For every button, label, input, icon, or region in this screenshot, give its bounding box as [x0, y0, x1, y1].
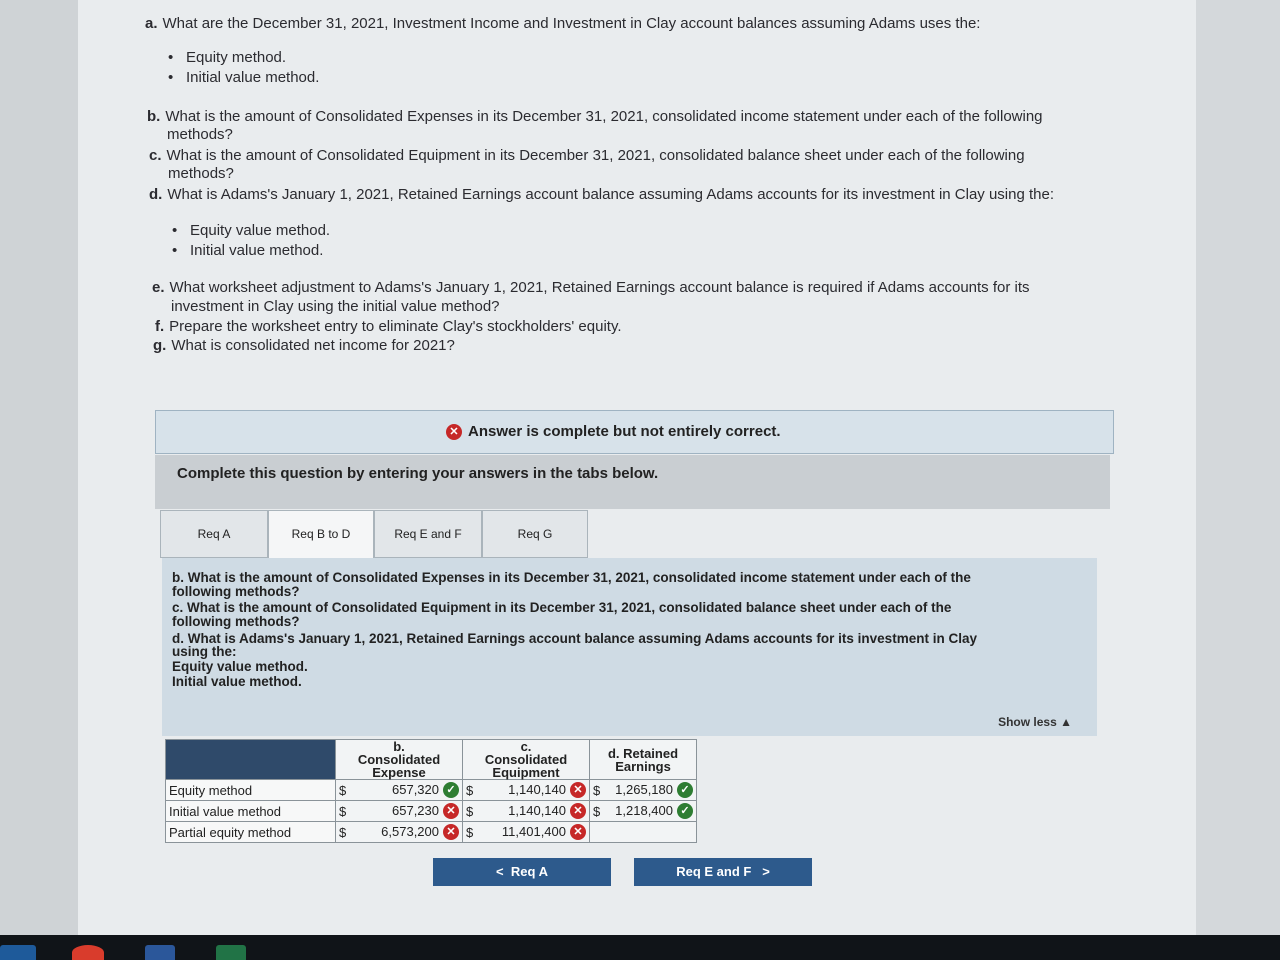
- next-req-e-and-f-button[interactable]: Req E and F >: [634, 858, 812, 886]
- screen-edge: [1196, 0, 1280, 935]
- question-a-bullet-2: • Initial value method.: [186, 69, 319, 86]
- result-message: ✕ Answer is complete but not entirely correct.: [446, 423, 781, 440]
- currency-symbol: $: [463, 780, 484, 801]
- currency-symbol: $: [336, 801, 357, 822]
- retained-earnings-input[interactable]: 1,218,400 ✓: [610, 801, 697, 822]
- question-e-cont: investment in Clay using the initial value method?: [171, 298, 500, 315]
- panel-line: c. What is the amount of Consolidated Equipment in its December 31, 2021, consolidated balance sheet under each of the: [172, 600, 952, 615]
- currency-symbol: $: [590, 780, 611, 801]
- equipment-input[interactable]: 1,140,140 ✕: [483, 801, 590, 822]
- question-c: c. What is the amount of Consolidated Equipment in its December 31, 2021, consolidated balance sheet under each of the following: [149, 147, 1025, 164]
- tab-req-g[interactable]: Req G: [482, 510, 588, 558]
- taskbar: [0, 935, 1280, 960]
- chevron-right-icon: >: [762, 864, 770, 879]
- answer-table: [165, 739, 697, 843]
- equipment-input[interactable]: 1,140,140 ✕: [483, 780, 590, 801]
- chevron-left-icon: <: [496, 864, 504, 879]
- question-b: b. What is the amount of Consolidated Expenses in its December 31, 2021, consolidated income statement under each of the following: [147, 108, 1043, 125]
- currency-symbol: $: [336, 822, 357, 843]
- currency-symbol: $: [590, 801, 611, 822]
- question-g: g. What is consolidated net income for 2021?: [153, 337, 455, 354]
- panel-line: following methods?: [172, 614, 300, 629]
- chrome-icon[interactable]: [72, 945, 104, 960]
- expense-input[interactable]: 6,573,200 ✕: [356, 822, 463, 843]
- panel-line: following methods?: [172, 584, 300, 599]
- retained-earnings-input[interactable]: 1,265,180 ✓: [610, 780, 697, 801]
- panel-line: d. What is Adams's January 1, 2021, Retained Earnings account balance assuming Adams accounts for its investment in Clay: [172, 631, 977, 646]
- question-f: f. Prepare the worksheet entry to eliminate Clay's stockholders' equity.: [155, 318, 622, 335]
- currency-symbol: $: [463, 822, 484, 843]
- correct-icon: ✓: [677, 803, 693, 819]
- tab-req-e-and-f[interactable]: Req E and F: [374, 510, 482, 558]
- instruction-text: Complete this question by entering your answers in the tabs below.: [177, 465, 659, 482]
- incorrect-icon: ✕: [570, 782, 586, 798]
- expense-input[interactable]: 657,230 ✕: [356, 801, 463, 822]
- panel-line: using the:: [172, 644, 237, 659]
- question-e: e. What worksheet adjustment to Adams's January 1, 2021, Retained Earnings account balance is required if Adams accounts for its: [152, 279, 1030, 296]
- excel-icon[interactable]: [216, 945, 246, 960]
- incorrect-icon: ✕: [443, 803, 459, 819]
- table-header-row: [166, 740, 697, 780]
- question-d: d. What is Adams's January 1, 2021, Retained Earnings account balance assuming Adams accounts for its investment in Clay using the:: [149, 186, 1055, 203]
- header-retained-earnings: d. Retained Earnings: [590, 740, 697, 780]
- header-consolidated-equipment: c. Consolidated Equipment: [463, 740, 590, 780]
- question-d-bullet-1: • Equity value method.: [190, 222, 330, 239]
- panel-line: Initial value method.: [172, 674, 302, 689]
- row-label: Equity method: [166, 780, 336, 801]
- word-icon[interactable]: [145, 945, 175, 960]
- panel-line: Equity value method.: [172, 659, 308, 674]
- prev-req-a-button[interactable]: < Req A: [433, 858, 611, 886]
- instruction-box: [155, 455, 1110, 509]
- incorrect-icon: ✕: [570, 824, 586, 840]
- requirement-panel: [162, 558, 1097, 736]
- question-a-bullet-1: • Equity method.: [186, 49, 286, 66]
- currency-symbol: $: [463, 801, 484, 822]
- start-icon[interactable]: [0, 945, 36, 960]
- table-row: [166, 801, 697, 822]
- table-row: [166, 822, 697, 843]
- question-c-cont: methods?: [168, 165, 234, 182]
- show-less-link[interactable]: Show less ▲: [998, 715, 1072, 729]
- question-d-bullet-2: • Initial value method.: [190, 242, 323, 259]
- tab-req-b-to-d[interactable]: Req B to D: [268, 510, 374, 559]
- incorrect-icon: ✕: [446, 424, 462, 440]
- question-a: a. What are the December 31, 2021, Investment Income and Investment in Clay account balances assuming Adams uses the:: [145, 15, 981, 32]
- equipment-input[interactable]: 11,401,400 ✕: [483, 822, 590, 843]
- empty-cell: [590, 822, 697, 843]
- expense-input[interactable]: 657,320 ✓: [356, 780, 463, 801]
- row-label: Partial equity method: [166, 822, 336, 843]
- currency-symbol: $: [336, 780, 357, 801]
- correct-icon: ✓: [677, 782, 693, 798]
- header-consolidated-expense: b. Consolidated Expense: [336, 740, 463, 780]
- panel-line: b. What is the amount of Consolidated Expenses in its December 31, 2021, consolidated income statement under each of the: [172, 570, 971, 585]
- row-label: Initial value method: [166, 801, 336, 822]
- table-row: [166, 780, 697, 801]
- incorrect-icon: ✕: [570, 803, 586, 819]
- result-banner: [155, 410, 1114, 454]
- correct-icon: ✓: [443, 782, 459, 798]
- question-b-cont: methods?: [167, 126, 233, 143]
- table-corner: [166, 740, 336, 780]
- incorrect-icon: ✕: [443, 824, 459, 840]
- tab-req-a[interactable]: Req A: [160, 510, 268, 558]
